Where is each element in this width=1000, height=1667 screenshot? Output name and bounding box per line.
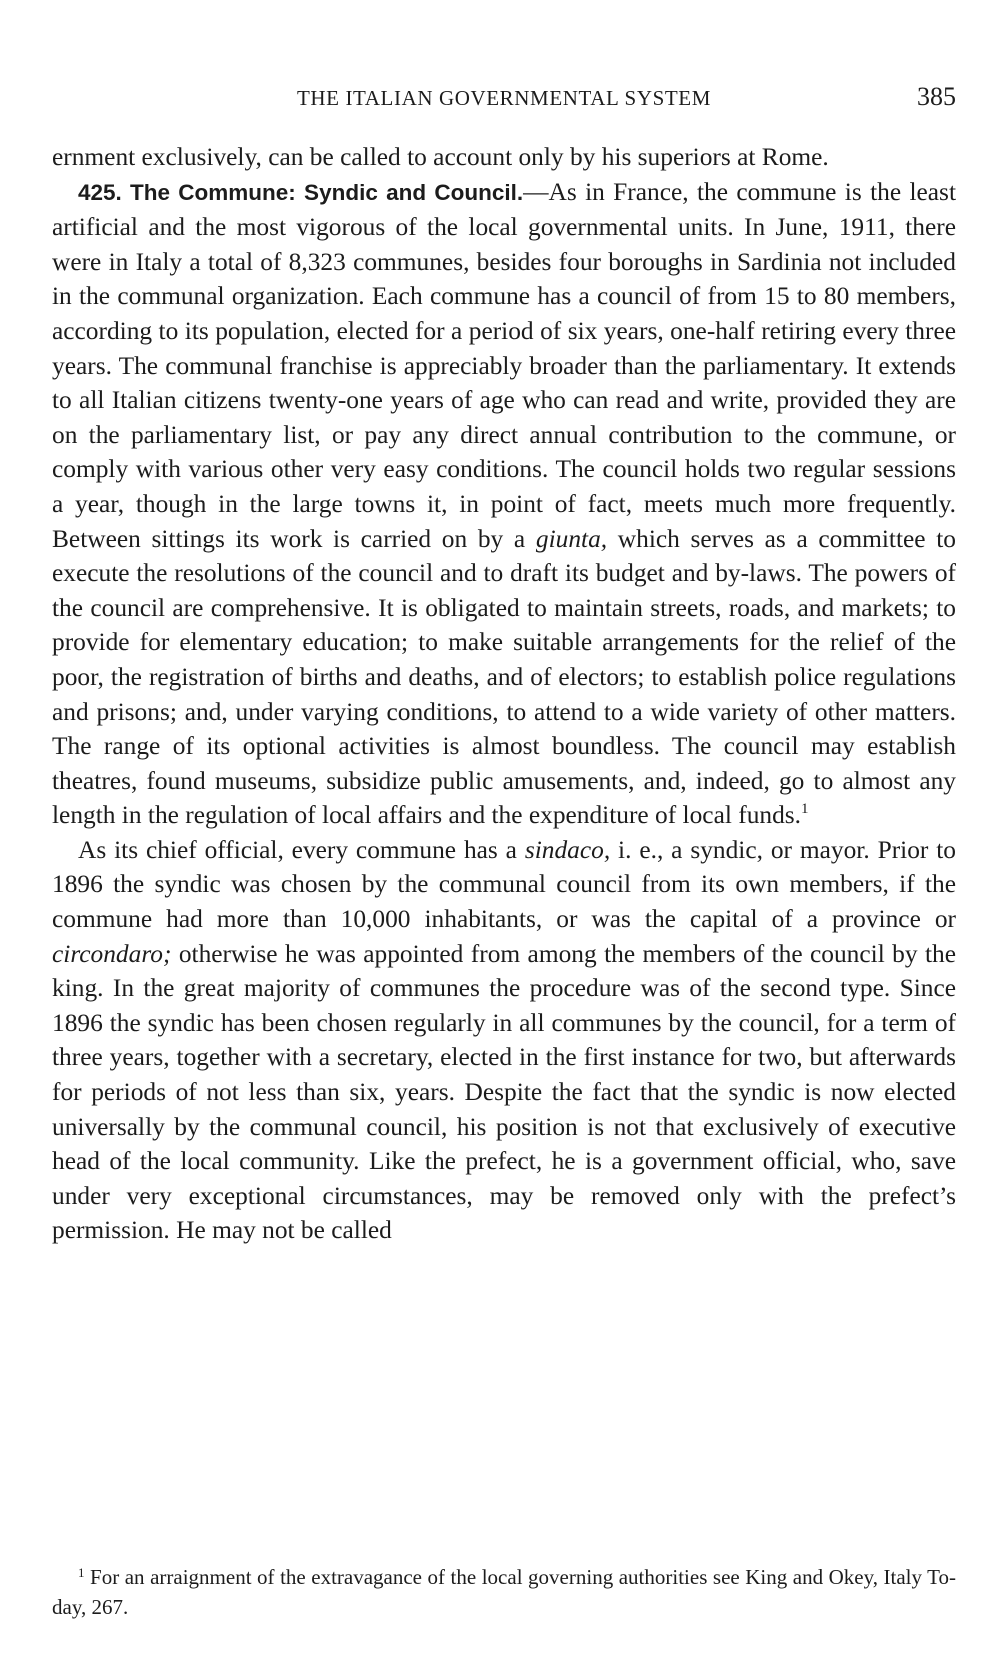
paragraph-text: As its chief official, every commune has a — [78, 835, 525, 864]
body-text — [52, 140, 956, 1248]
footnotes — [52, 1562, 956, 1622]
paragraph-text: i. e., a syndic, or mayor. Prior to 1896 the syndic was chosen by the communal council from its own members, if the commune had more than 10,000 inhabitants, or was the capital of a province or — [52, 835, 956, 934]
paragraph-syndic — [52, 833, 956, 1248]
italic-term-sindaco: sindaco, — [524, 835, 611, 864]
paragraph-text: otherwise he was appointed from among the members of the council by the king. In the great majority of communes the procedure was of the second type. Since 1896 the syndic has been chosen regularly in all communes by the council, for a term of three years, together with a secretary, elected in the first instance for two, but afterwards for periods of not less than six, years. Despite the fact that the syndic is now elected universally by the communal council, his position is not that exclusively of executive head of the local community. Like the prefect, he is a government official, who, save under very exceptional circumstances, may be removed only with the prefect’s permission. He may not be called — [52, 939, 956, 1245]
section-heading: 425. The Commune: Syndic and Council. — [78, 179, 524, 205]
footnote-mark: 1 — [78, 1565, 85, 1580]
footnote-reference: 1 — [801, 801, 809, 818]
footnote-text: For an arraignment of the extravagance of the local governing authorities see King and Okey, Italy To-day, 267. — [52, 1565, 956, 1619]
page-number: 385 — [917, 82, 956, 111]
page-header — [52, 82, 956, 116]
italic-term-circondaro: circondaro; — [52, 939, 172, 968]
footnote — [52, 1562, 956, 1622]
paragraph-continuation — [52, 140, 956, 175]
paragraph-text: —As in France, the commune is the least artificial and the most vigorous of the local governmental units. In June, 1911, there were in Italy a total of 8,323 communes, besides four boroughs in Sardinia not included in the communal organization. Each commune has a council of from 15 to 80 members, according to its population, elected for a period of six years, one-half retiring every three years. The communal franchise is appreciably broader than the parliamentary. It extends to all Italian citizens twenty-one years of age who can read and write, provided they are on the parliamentary list, or pay any direct annual contribution to the commune, or comply with various other very easy conditions. The council holds two regular sessions a year, though in the large towns it, in point of fact, meets much more frequently. Between sittings its work is carried on by a — [52, 177, 956, 553]
running-head: THE ITALIAN GOVERNMENTAL SYSTEM — [296, 86, 711, 110]
paragraph-text: ernment exclusively, can be called to account only by his superiors at Rome. — [52, 143, 829, 171]
paragraph-section-425 — [52, 175, 956, 833]
paragraph-text: which serves as a committee to execute the resolutions of the council and to draft its budget and by-laws. The powers of the council are comprehensive. It is obligated to maintain streets, roads, and markets; to provide for elementary education; to make suitable arrangements for the relief of the poor, the registration of births and deaths, and of electors; to establish police regulations and prisons; and, under varying conditions, to attend to a wide variety of other matters. The range of its optional activities is almost boundless. The council may establish theatres, found museums, subsidize public amusements, and, indeed, go to almost any length in the regulation of local affairs and the expenditure of local funds. — [52, 524, 956, 830]
italic-term-giunta: giunta, — [535, 524, 608, 553]
